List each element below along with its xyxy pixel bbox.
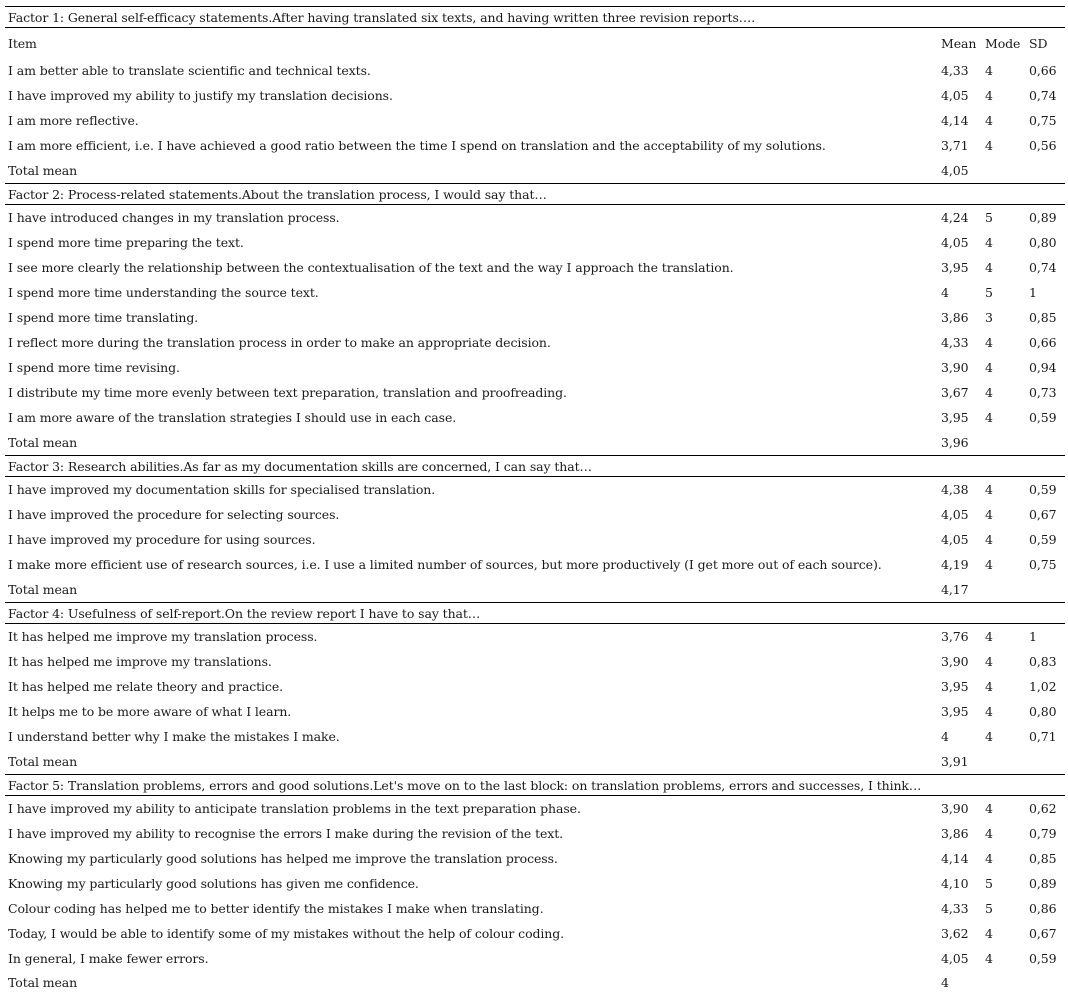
- table-row: [5, 946, 1065, 971]
- table-row: [5, 724, 1065, 749]
- factor-section: [5, 603, 1065, 775]
- column-header-mean: Mean: [941, 35, 977, 51]
- item-text: I spend more time translating.: [8, 310, 199, 325]
- total-mean-value: 3,91: [941, 754, 969, 769]
- mean-value: 4,19: [941, 557, 969, 572]
- item-text: I have improved the procedure for selecting sources.: [8, 507, 340, 522]
- table-row: [5, 477, 1065, 503]
- sd-value: 0,89: [1029, 876, 1057, 891]
- mean-value: 3,86: [941, 826, 969, 841]
- mean-value: 4,33: [941, 901, 969, 916]
- item-text: I have improved my ability to anticipate translation problems in the text preparation phase.: [8, 801, 581, 816]
- table-row: [5, 305, 1065, 330]
- mean-value: 4,24: [941, 210, 969, 225]
- table-row: [5, 108, 1065, 133]
- mean-value: 4,05: [941, 532, 969, 547]
- item-text: I have improved my ability to recognise the errors I make during the revision of the text.: [8, 826, 564, 841]
- mean-value: 4,05: [941, 507, 969, 522]
- table-row: [5, 380, 1065, 405]
- mean-value: 4,05: [941, 88, 969, 103]
- total-mean-label: Total mean: [8, 435, 78, 450]
- mode-value: 3: [985, 310, 993, 325]
- factor-section: [5, 456, 1065, 603]
- mean-value: 4,38: [941, 482, 969, 497]
- mean-value: 3,95: [941, 260, 969, 275]
- item-text: In general, I make fewer errors.: [8, 951, 209, 966]
- table-row: [5, 230, 1065, 255]
- empty-cell: [1027, 430, 1065, 456]
- item-text: I have introduced changes in my translation process.: [8, 210, 340, 225]
- mean-value: 3,95: [941, 410, 969, 425]
- table-row: [5, 699, 1065, 724]
- mode-value: 4: [985, 532, 993, 547]
- mode-value: 4: [985, 679, 993, 694]
- sd-value: 0,80: [1029, 235, 1057, 250]
- total-mean-label: Total mean: [8, 163, 78, 178]
- table-row: [5, 83, 1065, 108]
- mean-value: 3,95: [941, 679, 969, 694]
- column-header-item: Item: [8, 35, 37, 51]
- factor-title: Factor 3: Research abilities.As far as my documentation skills are concerned, I can say that…: [5, 456, 1065, 477]
- item-text: I have improved my procedure for using sources.: [8, 532, 316, 547]
- sd-value: 0,62: [1029, 801, 1057, 816]
- item-text: I have improved my documentation skills for specialised translation.: [8, 482, 436, 497]
- mode-value: 4: [985, 63, 993, 78]
- item-text: Colour coding has helped me to better identify the mistakes I make when translating.: [8, 901, 544, 916]
- sd-value: 0,80: [1029, 704, 1057, 719]
- empty-cell: [983, 158, 1027, 184]
- sd-value: 0,89: [1029, 210, 1057, 225]
- total-mean-label: Total mean: [8, 974, 78, 990]
- item-text: I spend more time understanding the source text.: [8, 285, 319, 300]
- mean-value: 3,67: [941, 385, 969, 400]
- total-mean-label: Total mean: [8, 582, 78, 597]
- item-text: I have improved my ability to justify my translation decisions.: [8, 88, 393, 103]
- sd-value: 0,73: [1029, 385, 1057, 400]
- factor-title: Factor 4: Usefulness of self-report.On the review report I have to say that…: [5, 603, 1065, 624]
- table-row: [5, 871, 1065, 896]
- column-header-mode: Mode: [985, 35, 1021, 51]
- sd-value: 0,66: [1029, 63, 1057, 78]
- sd-value: 0,59: [1029, 951, 1057, 966]
- empty-cell: [1027, 971, 1065, 993]
- mode-value: 4: [985, 88, 993, 103]
- sd-value: 0,75: [1029, 113, 1057, 128]
- factor-heading-row: [5, 775, 1065, 796]
- item-text: I am more reflective.: [8, 113, 139, 128]
- sd-value: 0,56: [1029, 138, 1057, 153]
- item-text: It has helped me improve my translations.: [8, 654, 272, 669]
- empty-cell: [983, 577, 1027, 603]
- sd-value: 0,67: [1029, 926, 1057, 941]
- factor-title: Factor 2: Process-related statements.About the translation process, I would say that…: [5, 184, 1065, 205]
- mean-value: 3,90: [941, 654, 969, 669]
- item-text: It has helped me relate theory and practice.: [8, 679, 283, 694]
- mode-value: 4: [985, 629, 993, 644]
- sd-value: 0,94: [1029, 360, 1057, 375]
- sd-value: 0,66: [1029, 335, 1057, 350]
- table-row: [5, 796, 1065, 822]
- total-mean-value: 3,96: [941, 435, 969, 450]
- item-text: It helps me to be more aware of what I learn.: [8, 704, 292, 719]
- mode-value: 4: [985, 704, 993, 719]
- total-mean-row: [5, 577, 1065, 603]
- factor-section: [5, 184, 1065, 456]
- empty-cell: [983, 749, 1027, 775]
- empty-cell: [1027, 749, 1065, 775]
- sd-value: 1: [1029, 285, 1037, 300]
- mode-value: 4: [985, 335, 993, 350]
- factor-heading-row: [5, 184, 1065, 205]
- mean-value: 3,90: [941, 360, 969, 375]
- mode-value: 4: [985, 851, 993, 866]
- sd-value: 0,86: [1029, 901, 1057, 916]
- mode-value: 5: [985, 210, 993, 225]
- mode-value: 4: [985, 235, 993, 250]
- table-row: [5, 58, 1065, 83]
- mode-value: 4: [985, 507, 993, 522]
- table-row: [5, 674, 1065, 699]
- table-row: [5, 846, 1065, 871]
- column-header-sd: SD: [1029, 35, 1048, 51]
- factor-section: [5, 7, 1065, 184]
- mode-value: 4: [985, 654, 993, 669]
- mean-value: 3,86: [941, 310, 969, 325]
- item-text: Knowing my particularly good solutions has helped me improve the translation process.: [8, 851, 558, 866]
- item-text: I am more aware of the translation strategies I should use in each case.: [8, 410, 457, 425]
- item-text: I spend more time revising.: [8, 360, 180, 375]
- sd-value: 0,59: [1029, 482, 1057, 497]
- sd-value: 0,59: [1029, 410, 1057, 425]
- mean-value: 3,76: [941, 629, 969, 644]
- mode-value: 4: [985, 410, 993, 425]
- mode-value: 4: [985, 385, 993, 400]
- empty-cell: [983, 430, 1027, 456]
- item-text: I am better able to translate scientific and technical texts.: [8, 63, 371, 78]
- empty-cell: [1027, 577, 1065, 603]
- mode-value: 4: [985, 729, 993, 744]
- total-mean-row: [5, 971, 1065, 993]
- mode-value: 4: [985, 801, 993, 816]
- item-text: I see more clearly the relationship between the contextualisation of the text and the way I approach the translation.: [8, 260, 734, 275]
- factor-title: Factor 5: Translation problems, errors and good solutions.Let's move on to the last block: on translation problems, errors and successes, I think…: [5, 775, 1065, 796]
- mode-value: 4: [985, 826, 993, 841]
- total-mean-row: [5, 158, 1065, 184]
- sd-value: 0,74: [1029, 88, 1057, 103]
- mode-value: 4: [985, 926, 993, 941]
- column-header-row: [5, 28, 1065, 59]
- item-text: I make more efficient use of research sources, i.e. I use a limited number of sources, but more productively (I get more out of each source).: [8, 557, 882, 572]
- sd-value: 0,59: [1029, 532, 1057, 547]
- item-text: Today, I would be able to identify some of my mistakes without the help of colour coding.: [8, 926, 565, 941]
- item-text: I distribute my time more evenly between text preparation, translation and proofreading.: [8, 385, 567, 400]
- item-text: It has helped me improve my translation process.: [8, 629, 318, 644]
- sd-value: 0,85: [1029, 310, 1057, 325]
- table-row: [5, 255, 1065, 280]
- factor-heading-row: [5, 603, 1065, 624]
- table-row: [5, 649, 1065, 674]
- item-text: I am more efficient, i.e. I have achieved a good ratio between the time I spend on translation and the acceptability of my solutions.: [8, 138, 826, 153]
- mode-value: 4: [985, 260, 993, 275]
- table-row: [5, 921, 1065, 946]
- item-text: I spend more time preparing the text.: [8, 235, 244, 250]
- sd-value: 0,71: [1029, 729, 1057, 744]
- mean-value: 4,10: [941, 876, 969, 891]
- sd-value: 0,85: [1029, 851, 1057, 866]
- mean-value: 4,33: [941, 335, 969, 350]
- sd-value: 0,83: [1029, 654, 1057, 669]
- total-mean-label: Total mean: [8, 754, 78, 769]
- mode-value: 5: [985, 901, 993, 916]
- mode-value: 4: [985, 951, 993, 966]
- factor-heading-row: [5, 456, 1065, 477]
- total-mean-row: [5, 749, 1065, 775]
- mean-value: 4,33: [941, 63, 969, 78]
- sd-value: 0,67: [1029, 507, 1057, 522]
- sd-value: 0,75: [1029, 557, 1057, 572]
- mode-value: 4: [985, 482, 993, 497]
- mean-value: 3,71: [941, 138, 969, 153]
- empty-cell: [983, 971, 1027, 993]
- sd-value: 1,02: [1029, 679, 1057, 694]
- table-row: [5, 330, 1065, 355]
- empty-cell: [1027, 158, 1065, 184]
- mean-value: 4,05: [941, 951, 969, 966]
- factor-title: Factor 1: General self-efficacy statements.After having translated six texts, and having written three revision reports….: [5, 7, 1065, 28]
- survey-table: [5, 6, 1065, 993]
- mode-value: 4: [985, 557, 993, 572]
- mean-value: 4: [941, 729, 949, 744]
- factor-heading-row: [5, 7, 1065, 28]
- item-text: I understand better why I make the mistakes I make.: [8, 729, 340, 744]
- item-text: Knowing my particularly good solutions has given me confidence.: [8, 876, 419, 891]
- item-text: I reflect more during the translation process in order to make an appropriate decision.: [8, 335, 551, 350]
- mean-value: 4,14: [941, 113, 969, 128]
- table-row: [5, 502, 1065, 527]
- total-mean-row: [5, 430, 1065, 456]
- table-row: [5, 205, 1065, 231]
- factor-section: [5, 775, 1065, 994]
- table-row: [5, 527, 1065, 552]
- table-row: [5, 280, 1065, 305]
- table-row: [5, 552, 1065, 577]
- table-row: [5, 821, 1065, 846]
- mean-value: 4: [941, 285, 949, 300]
- mean-value: 3,95: [941, 704, 969, 719]
- total-mean-value: 4,17: [941, 582, 969, 597]
- mode-value: 5: [985, 285, 993, 300]
- table-row: [5, 896, 1065, 921]
- total-mean-value: 4: [941, 974, 949, 990]
- mean-value: 3,62: [941, 926, 969, 941]
- table-row: [5, 405, 1065, 430]
- table-row: [5, 355, 1065, 380]
- sd-value: 1: [1029, 629, 1037, 644]
- mean-value: 3,90: [941, 801, 969, 816]
- mode-value: 4: [985, 113, 993, 128]
- mean-value: 4,14: [941, 851, 969, 866]
- total-mean-value: 4,05: [941, 163, 969, 178]
- mode-value: 4: [985, 360, 993, 375]
- table-row: [5, 624, 1065, 650]
- mean-value: 4,05: [941, 235, 969, 250]
- mode-value: 4: [985, 138, 993, 153]
- table-row: [5, 133, 1065, 158]
- sd-value: 0,79: [1029, 826, 1057, 841]
- mode-value: 5: [985, 876, 993, 891]
- sd-value: 0,74: [1029, 260, 1057, 275]
